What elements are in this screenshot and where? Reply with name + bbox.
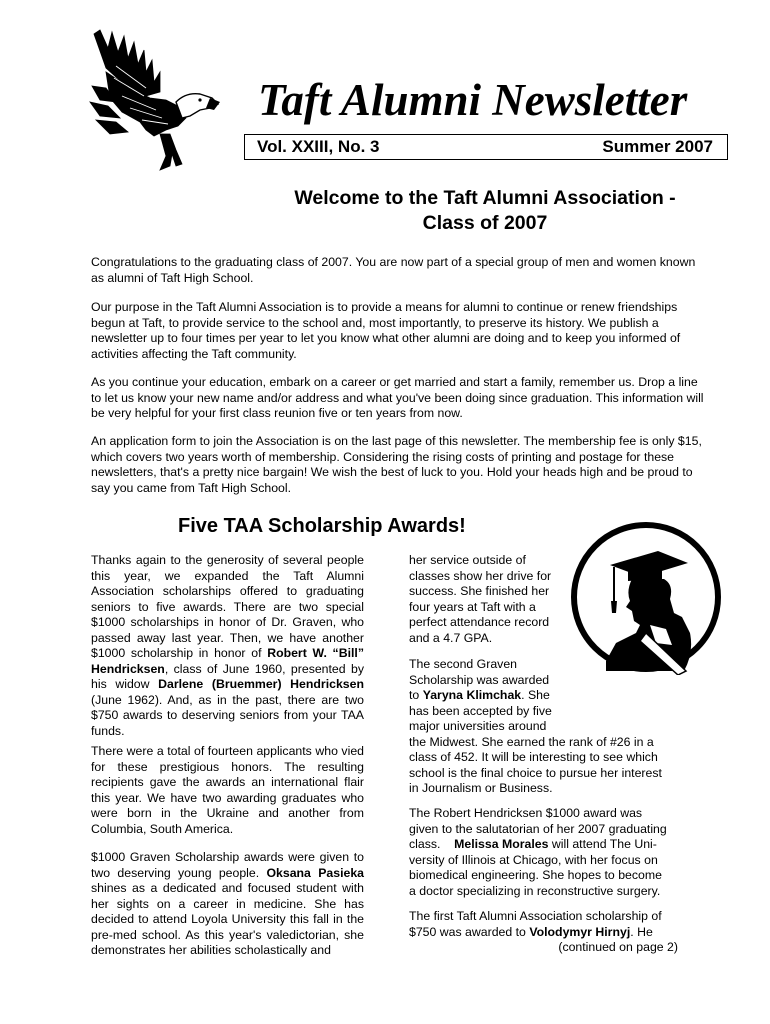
scholarship-paragraph bbox=[409, 553, 551, 646]
text-run: $1000 Graven Scholarship awards were given to two deserving young people. bbox=[91, 850, 364, 880]
text-line bbox=[409, 837, 667, 853]
text-line bbox=[409, 925, 662, 941]
text-line: The first Taft Alumni Association scholarship of bbox=[409, 909, 662, 923]
text-run: Thanks again to the generosity of several people this year, we expanded the Taft Alumni Association scholarships offered to graduating seniors to five awards. There are two special $1000 scholarships in honor of Dr. Graven, who passed away last year. Then, we have another $1000 scholarship in honor of bbox=[91, 553, 364, 660]
scholarship-paragraph bbox=[409, 909, 662, 940]
issue-info-box bbox=[244, 134, 728, 160]
text-line: The second Graven bbox=[409, 657, 518, 671]
text-run: . He bbox=[630, 924, 653, 939]
text-line: Scholarship was awarded bbox=[409, 672, 550, 687]
issue-volume: Vol. XXIII, No. 3 bbox=[257, 137, 380, 156]
text-line: four years at Taft with a bbox=[409, 599, 536, 614]
text-line: biomedical engineering. She hopes to become bbox=[409, 868, 662, 882]
text-line: school is the final choice to pursue her interest bbox=[409, 765, 662, 780]
text-line: a doctor specializing in reconstructive surgery. bbox=[409, 883, 661, 898]
donor-name: Darlene (Bruemmer) Hendricksen bbox=[158, 677, 364, 691]
welcome-heading-line1: Welcome to the Taft Alumni Association - bbox=[294, 187, 676, 209]
text-run: shines as a dedicated and focused student with her sights on a career in medicine. She has decided to attend Loyola University this fall in the pre-med school. As this year's valedictorian, she demonstrates her abilities scholastically and bbox=[91, 881, 364, 957]
scholarship-paragraph: There were a total of fourteen applicants who vied for these prestigious honors. The resulting recipients gave the awards an international flair this year. We have two awarding graduates who were born in the Ukraine and another from Columbia, South America. bbox=[91, 744, 364, 836]
intro-paragraph: Congratulations to the graduating class of 2007. You are now part of a special group of men and women known as alumni of Taft High School. bbox=[91, 255, 696, 285]
text-line: success. She finished her bbox=[409, 584, 550, 598]
continued-note: (continued on page 2) bbox=[558, 940, 678, 954]
text-line: has been accepted by five bbox=[409, 703, 552, 718]
text-line: her service outside of bbox=[409, 553, 526, 567]
text-line: classes show her drive for bbox=[409, 568, 552, 583]
scholarship-paragraph bbox=[409, 657, 662, 797]
eagle-logo-icon bbox=[86, 26, 222, 174]
text-line: perfect attendance record bbox=[409, 615, 550, 629]
scholarship-heading: Five TAA Scholarship Awards! bbox=[178, 515, 466, 537]
text-line: in Journalism or Business. bbox=[409, 781, 553, 795]
text-line: and a 4.7 GPA. bbox=[409, 630, 493, 645]
text-run: , class of June 1960, presented by his widow bbox=[91, 661, 364, 691]
text-run: . She bbox=[521, 688, 550, 702]
graduate-silhouette-icon bbox=[566, 521, 722, 675]
recipient-name: Oksana Pasieka bbox=[266, 865, 365, 880]
text-line: versity of Illinois at Chicago, with her focus on bbox=[409, 852, 658, 867]
welcome-heading bbox=[240, 186, 730, 236]
recipient-name: Melissa Morales bbox=[454, 837, 549, 851]
issue-season: Summer 2007 bbox=[602, 137, 713, 156]
honoree-name: Robert W. “Bill” Hendricksen bbox=[91, 646, 364, 676]
text-line: major universities around bbox=[409, 719, 547, 733]
text-run: class. bbox=[409, 837, 455, 851]
recipient-name: Yaryna Klimchak bbox=[422, 688, 522, 702]
intro-paragraph: Our purpose in the Taft Alumni Association is to provide a means for alumni to continue or renew friendships begun at Taft, to provide service to the school and, most importantly, to preserve its history. We publish a newsletter up to four times per year to let you know what other alumni are doing and to keep you informed of activities affecting the Taft community. bbox=[91, 300, 681, 361]
recipient-name: Volodymyr Hirnyj bbox=[529, 924, 631, 939]
newsletter-title: Taft Alumni Newsletter bbox=[258, 75, 688, 125]
text-line bbox=[409, 688, 662, 704]
text-line: given to the salutatorian of her 2007 graduating bbox=[409, 821, 667, 836]
intro-paragraph: As you continue your education, embark on a career or get married and start a family, remember us. Drop a line to let us know your new name and/or address and what you've been doing since graduation. This information will be very helpful for your first class reunion five or ten years from now. bbox=[91, 375, 704, 421]
text-line: class of 452. It will be interesting to see which bbox=[409, 750, 658, 764]
intro-paragraph: An application form to join the Association is on the last page of this newsletter. The membership fee is only $15, which covers two years worth of membership. Considering the rising costs of printing and postage for these newsletters, that's a pretty nice bargain! We wish the best of luck to you. Hold your heads high and be proud to say you came from Taft High School. bbox=[91, 434, 702, 495]
text-line: The Robert Hendricksen $1000 award was bbox=[409, 806, 643, 820]
welcome-heading-line2: Class of 2007 bbox=[422, 212, 548, 234]
scholarship-paragraph bbox=[91, 850, 364, 959]
text-run: to bbox=[409, 688, 423, 702]
text-run: (June 1962). And, as in the past, there are two $750 awards to deserving seniors from your TAA funds. bbox=[91, 692, 364, 738]
scholarship-paragraph bbox=[91, 553, 364, 739]
text-run: will attend The Uni- bbox=[548, 837, 657, 851]
scholarship-paragraph bbox=[409, 806, 667, 899]
text-run: $750 was awarded to bbox=[409, 924, 530, 939]
text-line: the Midwest. She earned the rank of #26 in a bbox=[409, 734, 654, 749]
